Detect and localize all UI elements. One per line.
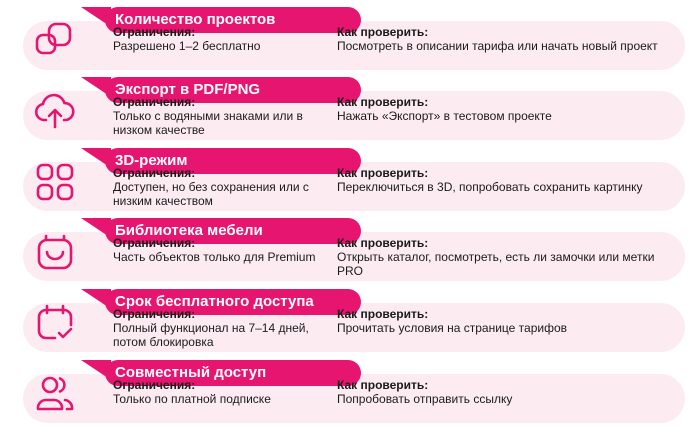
limits-text: Часть объектов только для Premium (113, 250, 316, 264)
check-label: Как проверить: (337, 25, 429, 39)
calendar-check-icon (33, 301, 77, 345)
furniture-library-icon (33, 230, 77, 274)
check-text: Попробовать отправить ссылку (337, 392, 513, 406)
cloud-upload-icon (33, 89, 77, 133)
feature-title: Количество проектов (115, 11, 276, 28)
limits-label: Ограничения: (113, 166, 196, 180)
check-text: Прочитать условия на странице тарифов (337, 321, 567, 335)
limits-label: Ограничения: (113, 95, 196, 109)
feature-row-export (23, 77, 685, 140)
limits-label: Ограничения: (113, 378, 196, 392)
limits-text: Только с водяными знаками или в низком качестве (113, 109, 303, 137)
feature-title: Библиотека мебели (115, 222, 263, 239)
feature-title: Совместный доступ (115, 364, 267, 381)
users-icon (33, 372, 77, 416)
check-label: Как проверить: (337, 95, 429, 109)
check-label: Как проверить: (337, 166, 429, 180)
check-label: Как проверить: (337, 307, 429, 321)
feature-title: Срок бесплатного доступа (115, 293, 314, 310)
limits-label: Ограничения: (113, 236, 196, 250)
limits-text: Доступен, но без сохранения или с низким качеством (113, 180, 309, 208)
check-text: Посмотреть в описании тарифа или начать новый проект (337, 39, 658, 53)
check-label: Как проверить: (337, 378, 429, 392)
feature-row-3d (23, 148, 685, 211)
limits-text: Разрешено 1–2 бесплатно (113, 39, 261, 53)
feature-row-trial (23, 289, 685, 352)
feature-title: Экспорт в PDF/PNG (115, 81, 261, 98)
feature-row-sharing (23, 360, 685, 423)
check-label: Как проверить: (337, 236, 429, 250)
feature-row-furniture (23, 218, 685, 281)
limits-label: Ограничения: (113, 25, 196, 39)
limits-text: Только по платной подписке (113, 392, 271, 406)
feature-title: 3D-режим (115, 152, 188, 169)
projects-icon (33, 19, 77, 63)
feature-row-projects (23, 7, 685, 70)
limits-text: Полный функционал на 7–14 дней, потом блокировка (113, 321, 309, 349)
check-text: Нажать «Экспорт» в тестовом проекте (337, 109, 552, 123)
check-text: Открыть каталог, посмотреть, есть ли замочки или метки PRO (337, 250, 655, 278)
grid-icon (33, 160, 77, 204)
limits-label: Ограничения: (113, 307, 196, 321)
check-text: Переключиться в 3D, попробовать сохранить картинку (337, 180, 643, 194)
